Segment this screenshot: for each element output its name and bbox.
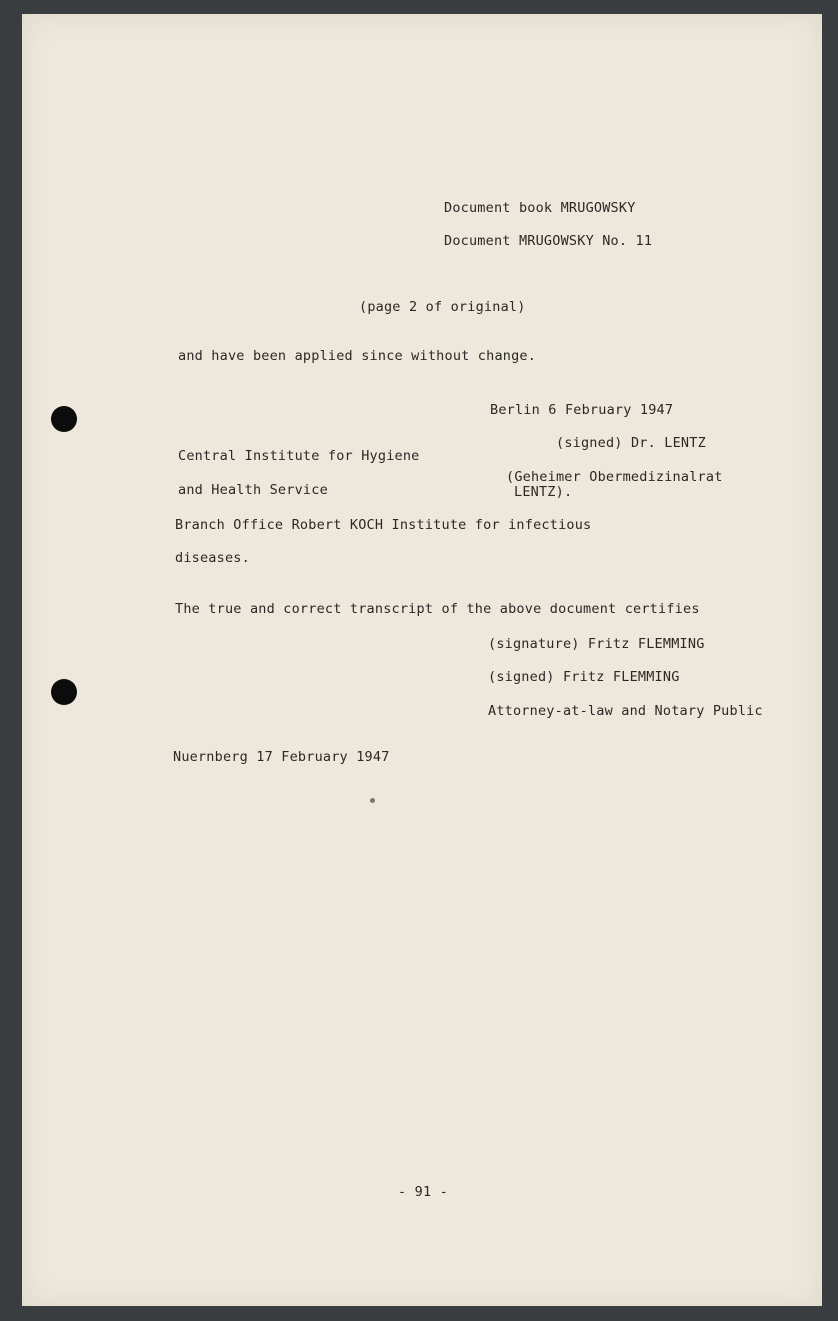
- institute-line4: diseases.: [175, 550, 250, 566]
- body-text-line: and have been applied since without change.: [178, 348, 537, 364]
- certification-signature: (signature) Fritz FLEMMING: [488, 636, 705, 652]
- punch-hole-top: [51, 406, 77, 432]
- signoff-title-line1: (Geheimer Obermedizinalrat: [506, 469, 723, 485]
- signoff-place-date: Berlin 6 February 1947: [490, 402, 674, 418]
- punch-hole-bottom: [51, 679, 77, 705]
- closing-place-date: Nuernberg 17 February 1947: [173, 749, 390, 765]
- signoff-signed: (signed) Dr. LENTZ: [556, 435, 706, 451]
- certification-role: Attorney-at-law and Notary Public: [488, 703, 763, 719]
- page-number: - 91 -: [398, 1184, 448, 1200]
- certification-statement: The true and correct transcript of the above document certifies: [175, 601, 700, 617]
- paper-speck: [370, 798, 375, 803]
- institute-line3: Branch Office Robert KOCH Institute for infectious: [175, 517, 592, 533]
- institute-line1: Central Institute for Hygiene: [178, 448, 420, 464]
- institute-line2: and Health Service: [178, 482, 328, 498]
- certification-signed: (signed) Fritz FLEMMING: [488, 669, 680, 685]
- document-number: Document MRUGOWSKY No. 11: [444, 233, 653, 249]
- document-book-title: Document book MRUGOWSKY: [444, 200, 636, 216]
- page-reference: (page 2 of original): [359, 299, 526, 315]
- document-page: [22, 14, 822, 1306]
- signoff-title-line2: LENTZ).: [514, 484, 573, 500]
